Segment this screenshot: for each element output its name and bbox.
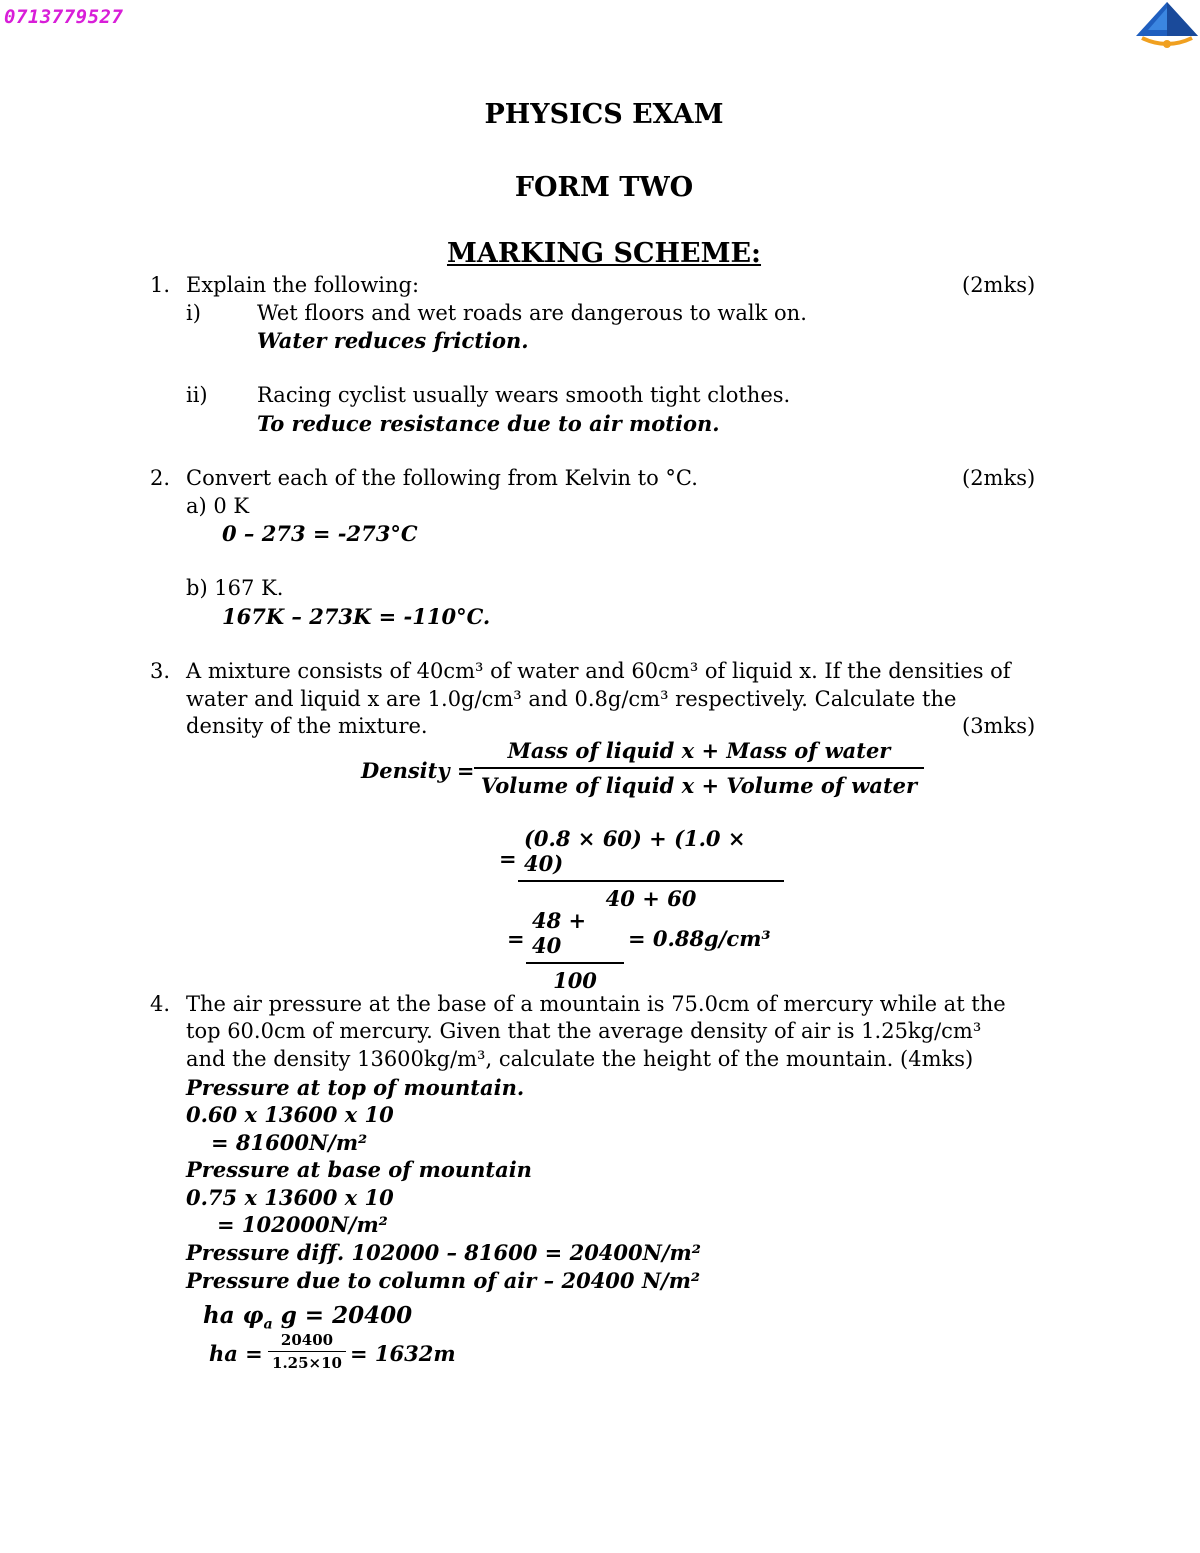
- q3-number: 3.: [150, 659, 171, 683]
- substitution-fraction: [518, 826, 784, 911]
- q1-ii-answer: To reduce resistance due to air motion.: [257, 411, 720, 436]
- q4-answer-line: Pressure diff. 102000 – 81600 = 20400N/m²: [186, 1240, 701, 1265]
- equals-sign: =: [507, 926, 525, 951]
- q4-answer-line: 0.75 x 13600 x 10: [186, 1185, 394, 1210]
- q4-answer-line: 0.60 x 13600 x 10: [186, 1102, 394, 1127]
- q4-answer-line: = 81600N/m²: [211, 1130, 368, 1155]
- q1-i-label: i): [186, 301, 201, 325]
- q3-line1: A mixture consists of 40cm³ of water and 60cm³ of liquid x. If the densities of: [186, 659, 1011, 683]
- q2-a-text: a) 0 K: [186, 494, 250, 518]
- sum-numerator: 48 + 40: [532, 908, 587, 958]
- q4-line1: The air pressure at the base of a mountain is 75.0cm of mercury while at the: [186, 992, 1006, 1016]
- equals-sign: =: [499, 846, 517, 871]
- q4-answer-line: Pressure due to column of air – 20400 N/m²: [186, 1268, 701, 1293]
- q1-i-text: Wet floors and wet roads are dangerous to walk on.: [257, 301, 807, 325]
- height-result: = 1632m: [350, 1341, 456, 1366]
- q4-answer-line: Pressure at base of mountain: [186, 1157, 532, 1182]
- q1-ii-text: Racing cyclist usually wears smooth tight clothes.: [257, 383, 791, 407]
- density-formula-denominator: Volume of liquid x + Volume of water: [480, 773, 918, 798]
- phone-number: 0713779527: [4, 6, 124, 28]
- q3-line2: water and liquid x are 1.0g/cm³ and 0.8g/cm³ respectively. Calculate the: [186, 687, 957, 711]
- height-fraction: [268, 1331, 346, 1372]
- substitution-numerator: (0.8 × 60) + (1.0 × 40): [524, 826, 746, 876]
- q2-marks: (2mks): [962, 466, 1036, 490]
- q3-marks: (3mks): [962, 714, 1036, 738]
- q2-b-answer: 167K – 273K = -110°C.: [222, 604, 491, 629]
- q1-i-answer: Water reduces friction.: [257, 328, 529, 353]
- exam-title: PHYSICS EXAM: [484, 99, 724, 130]
- q3-line3: density of the mixture.: [186, 714, 428, 738]
- q1-marks: (2mks): [962, 273, 1036, 297]
- q1-ii-label: ii): [186, 383, 208, 407]
- height-label: ha =: [209, 1341, 263, 1366]
- sum-fraction: [526, 908, 624, 993]
- marking-scheme-title: MARKING SCHEME:: [446, 238, 762, 269]
- pressure-equation: ha $\varphi_a$ g = 20400: [203, 1302, 413, 1333]
- q1-number: 1.: [150, 273, 171, 297]
- sum-denominator: 100: [553, 968, 597, 993]
- q4-line2: top 60.0cm of mercury. Given that the average density of air is 1.25kg/cm³: [186, 1019, 982, 1043]
- density-result: = 0.88g/cm³: [628, 926, 771, 951]
- density-formula-numerator: Mass of liquid x + Mass of water: [507, 738, 891, 763]
- q4-answer-line: = 102000N/m²: [217, 1212, 388, 1237]
- substitution-denominator: 40 + 60: [605, 886, 697, 911]
- q2-text: Convert each of the following from Kelvin to °C.: [186, 466, 698, 490]
- form-title: FORM TWO: [514, 172, 694, 203]
- pyramid-logo-icon: [1134, 0, 1200, 56]
- height-numerator: 20400: [280, 1331, 334, 1349]
- q4-number: 4.: [150, 992, 171, 1016]
- q2-a-answer: 0 – 273 = -273°C: [222, 521, 418, 546]
- q2-b-text: b) 167 K.: [186, 576, 284, 600]
- q2-number: 2.: [150, 466, 171, 490]
- density-formula-fraction: [474, 738, 924, 798]
- height-denominator: 1.25×10: [272, 1354, 342, 1372]
- q4-line3: and the density 13600kg/m³, calculate the height of the mountain. (4mks): [186, 1047, 974, 1071]
- density-label: Density =: [361, 758, 475, 783]
- q1-text: Explain the following:: [186, 273, 420, 297]
- q4-answer-line: Pressure at top of mountain.: [186, 1075, 525, 1100]
